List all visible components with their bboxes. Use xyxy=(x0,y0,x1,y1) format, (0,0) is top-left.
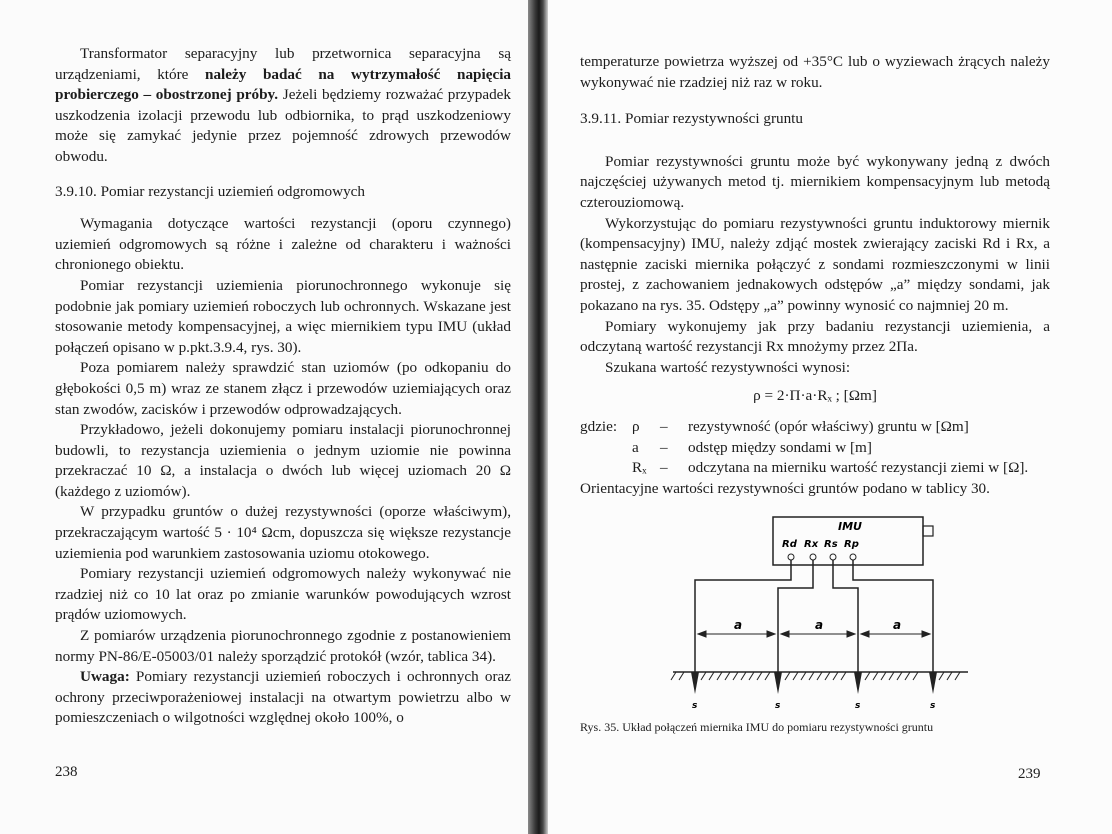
probe-label-s: s xyxy=(930,701,936,711)
spacing-label-a: a xyxy=(815,618,824,632)
body-paragraph: Poza pomiarem należy sprawdzić stan uziomów (po odkopaniu do głębokości 0,5 m) wraz ze stanem złącz i przewodów uziemiających oraz stan zwodów, zacisków i przewodów odprowadzających. xyxy=(55,359,511,418)
terminal-rp xyxy=(850,554,856,560)
body-paragraph: W przypadku gruntów o dużej rezystywności (oporze właściwym), przekraczającym wartość 5 · 10⁴ Ωcm, dopuszcza się większe rezystancje uziemienia pod warunkiem zastosowania uziomu otokowego. xyxy=(55,503,511,562)
page-number-left: 238 xyxy=(55,764,78,780)
section-heading-3-9-11: 3.9.11. Pomiar rezystywności gruntu xyxy=(580,110,803,128)
definition-row: a – odstęp między sondami w [m] xyxy=(632,438,872,456)
body-paragraph: Z pomiarów urządzenia piorunochronnego zgodnie z postanowieniem normy PN-86/E-05003/01 należy sporządzić protokół (wzór, tablica 34). xyxy=(55,627,511,665)
probe xyxy=(774,672,782,694)
resistivity-formula: ρ = 2·Π·a·Rₓ ; [Ωm] xyxy=(753,387,877,405)
note-paragraph: Uwaga: Pomiary rezystancji uziemień roboczych i ochronnych oraz ochrony przeciwporażeniowej instalacji na otwartym powietrzu albo w pomieszczeniach o wilgotności względnej około 100%, o xyxy=(55,668,511,727)
probe-label-s: s xyxy=(855,701,861,711)
body-paragraph: Wykorzystując do pomiaru rezystywności gruntu induktorowy miernik (kompensacyjny) IMU, należy zdjąć mostek zwierający zaciski Rd i Rx, a następnie zaciski miernika połączyć z sondami rozmieszczonymi w linii prostej, z zachowaniem jednakowych odstępów „a” między sondami, jak pokazano na rys. 35. Odstępy „a” powinny wynosić co najmniej 20 m. xyxy=(580,214,1050,314)
left-text-column xyxy=(55,44,511,729)
definition-row: Rₓ – odczytana na mierniku wartość rezystancji ziemi w [Ω]. xyxy=(632,459,1029,477)
ground-hatching xyxy=(671,672,960,680)
figure-caption: Rys. 35. Układ połączeń miernika IMU do pomiaru rezystywności gruntu xyxy=(580,720,934,734)
probe-label-s: s xyxy=(775,701,781,711)
body-paragraph: Pomiary rezystancji uziemień odgromowych należy wykonywać nie rzadziej niż co 10 lat oraz po zmianie warunków powodujących wzrost prądów uziomowych. xyxy=(55,565,511,624)
body-paragraph: Pomiar rezystywności gruntu może być wykonywany jedną z dwóch najczęściej używanych metod tj. miernikiem kompensacyjnym lub metodą czterouziomową. xyxy=(580,152,1050,211)
section-heading-3-9-10: 3.9.10. Pomiar rezystancji uziemień odgromowych xyxy=(55,182,366,200)
body-paragraph: Przykładowo, jeżeli dokonujemy pomiaru instalacji piorunochronnej budowli, to rezystancja uziemienia o jednym uziomie nie powinna przekraczać 10 Ω, a instalacja o dwóch lub więcej uziomach 20 Ω (każdego z uziomów). xyxy=(55,421,511,500)
imu-label: IMU xyxy=(838,520,862,533)
body-paragraph: Pomiar rezystancji uziemienia piorunochronnego wykonuje się podobnie jak pomiary uziemień roboczych lub ochronnych. Wskazane jest stosowanie metody kompensacyjnej, a więc miernikiem typu IMU (układ połączeń opisano w p.pkt.3.9.4, rys. 30). xyxy=(55,276,511,356)
right-page xyxy=(548,0,1112,834)
continuation-paragraph: temperaturze powietrza wyższej od +35°C lub o wyziewach żrących należy wykonywać nie rzadziej niż raz w roku. xyxy=(580,53,1050,91)
probe xyxy=(691,672,699,694)
imu-connection-diagram xyxy=(668,512,988,712)
terminal-label-rs: Rs xyxy=(824,539,838,550)
probe xyxy=(929,672,937,694)
probe xyxy=(854,672,862,694)
terminal-label-rd: Rd xyxy=(782,539,797,550)
terminal-label-rx: Rx xyxy=(804,539,819,550)
intro-paragraph: Transformator separacyjny lub przetwornica separacyjna są urządzeniami, które należy badać na wytrzymałość napięcia probierczego – obostrzonej próby. Jeżeli będziemy rozważać przypadek uszkodzenia izolacji przewodu lub odbiornika, to prąd uszkodzeniowy może się zamykać jedynie przez pojemność zdrowych przewodów obwodu. xyxy=(55,45,512,165)
right-text-column xyxy=(580,52,1050,499)
body-paragraph: Pomiary wykonujemy jak przy badaniu rezystancji uziemienia, a odczytaną wartość rezystancji Rx mnożymy przez 2Πa. xyxy=(580,317,1050,356)
terminal-rd xyxy=(788,554,794,560)
spacing-label-a: a xyxy=(893,618,902,632)
terminal-rx xyxy=(810,554,816,560)
probe-label-s: s xyxy=(692,701,698,711)
page-number-right: 239 xyxy=(1018,766,1041,782)
book-gutter xyxy=(528,0,548,834)
connection-wires xyxy=(695,560,933,672)
spacing-label-a: a xyxy=(734,618,743,632)
body-paragraph: Wymagania dotyczące wartości rezystancji (oporu czynnego) uziemień odgromowych są różne i zależne od charakteru i ważności chronionego obiektu. xyxy=(55,215,511,274)
formula-definitions xyxy=(580,417,1050,479)
definition-row: gdzie: ρ – rezystywność (opór właściwy) gruntu w [Ωm] xyxy=(580,417,969,435)
terminal-rs xyxy=(830,554,836,560)
left-page xyxy=(0,0,528,834)
note-label: Uwaga: xyxy=(80,668,130,686)
body-paragraph: Szukana wartość rezystywności wynosi: xyxy=(605,358,851,376)
imu-crank xyxy=(923,526,933,536)
terminal-label-rp: Rp xyxy=(844,539,859,550)
closing-line: Orientacyjne wartości rezystywności gruntów podano w tablicy 30. xyxy=(580,479,990,497)
